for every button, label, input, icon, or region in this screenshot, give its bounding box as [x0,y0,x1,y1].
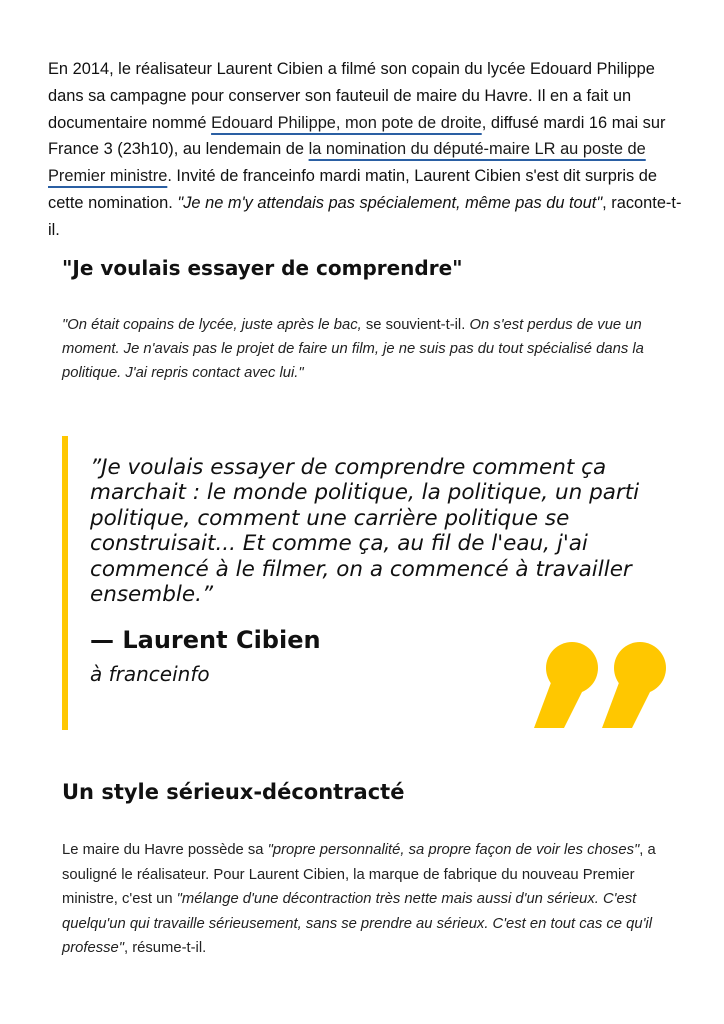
pull-quote-author: — Laurent Cibien [90,626,321,654]
intro-text-1: En 2014, le réalisateur Laurent Cibien a filmé son copain du lycée Edouard Philippe dans sa campagne pour conserver son fauteuil de maire du Havre. Il en a fait un documentaire nommé [48,60,655,132]
nomination-link[interactable]: la nomination du député-maire LR au poste de Premier ministre [48,140,646,186]
intro-text-4: , raconte-t-il. [48,193,682,239]
section2-quote-1: "propre personnalité, sa propre façon de voir les choses" [267,842,640,858]
intro-text-3: . Invité de franceinfo mardi matin, Laurent Cibien s'est dit surpris de cette nomination. [48,167,657,212]
section2-text-2: , a souligné le réalisateur. Pour Laurent Cibien, la marque de fabrique du nouveau Premier ministre, c'est un [62,842,656,908]
section1-quote-2: On s'est perdus de vue un moment. Je n'avais pas le projet de faire un film, je ne suis pas du tout spécialisé dans la politique. J'ai repris contact avec lui." [62,317,644,381]
section1-paragraph [62,314,682,385]
intro-quote: "Je ne m'y attendais pas spécialement, même pas du tout" [177,193,603,212]
section2-quote-2: "mélange d'une décontraction très nette mais aussi d'un sérieux. C'est quelqu'un qui travaille sérieusement, sans se prendre au sérieux. C'est en tout cas ce qu'il professe" [62,891,652,957]
section2-text-3: , résume-t-il. [124,940,207,957]
intro-text-2: , diffusé mardi 16 mai sur France 3 (23h10), au lendemain de [48,113,666,159]
intro-paragraph [48,56,684,244]
section-heading-style: Un style sérieux-décontracté [62,780,405,804]
closing-quote-icon [530,640,670,730]
section2-text-1: Le maire du Havre possède sa [62,842,268,858]
pull-quote-text: ”Je voulais essayer de comprendre comment ça marchait : le monde politique, la politique, un parti politique, comment une carrière politique se construisait... Et comme ça, au fil de l'eau, j'ai commencé à le filmer, on a commencé à travailler ensemble.” [90,455,640,608]
section2-paragraph [62,838,682,961]
documentary-link[interactable]: Edouard Philippe, mon pote de droite [211,113,482,132]
section1-text-1: se souvient-t-il. [361,317,470,333]
quote-accent-bar [62,436,68,730]
section1-quote-1: "On était copains de lycée, juste après le bac, [62,317,362,333]
section-heading-comprendre: "Je voulais essayer de comprendre" [62,256,463,280]
pull-quote-source: à franceinfo [90,662,210,686]
